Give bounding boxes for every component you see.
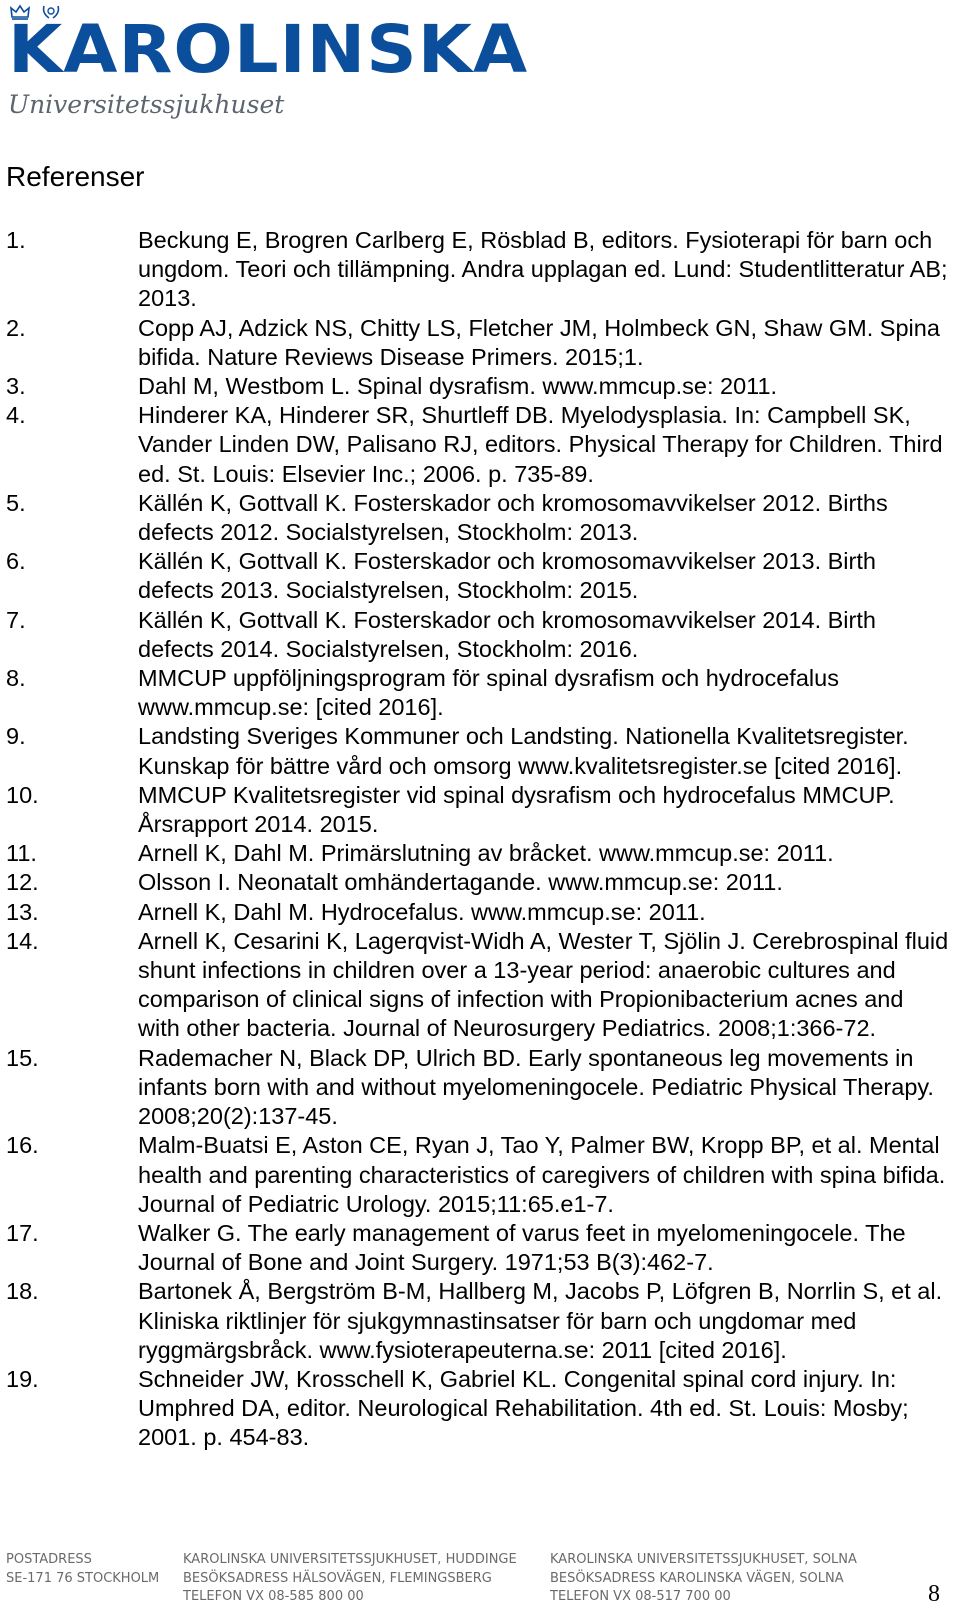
reference-text: Arnell K, Dahl M. Hydrocefalus. www.mmcup.se: 2011. <box>138 898 706 925</box>
reference-text: Bartonek Å, Bergström B-M, Hallberg M, Jacobs P, Löfgren B, Norrlin S, et al. Kliniska riktlinjer för sjukgymnastinsatser för barn och ungdomar med ryggmärgsbråck. www.fysioterapeuterna.se: 2011 [cited 2016]. <box>138 1278 943 1363</box>
footer-text: TELEFON VX 08-585 800 00 <box>183 1589 364 1604</box>
reference-number: 13. <box>6 898 39 925</box>
reference-item <box>6 314 950 372</box>
reference-number: 3. <box>6 373 26 400</box>
reference-list <box>6 226 950 1453</box>
reference-number: 4. <box>6 402 26 429</box>
reference-item <box>6 1131 950 1219</box>
reference-number: 5. <box>6 489 26 516</box>
reference-text: Beckung E, Brogren Carlberg E, Rösblad B, editors. Fysioterapi för barn och ungdom. Teori och tillämpning. Andra upplagan ed. Lund: Studentlitteratur AB; 2013. <box>138 227 948 312</box>
reference-text: Copp AJ, Adzick NS, Chitty LS, Fletcher JM, Holmbeck GN, Shaw GM. Spina bifida. Nature Reviews Disease Primers. 2015;1. <box>138 314 940 370</box>
reference-text: MMCUP uppföljningsprogram för spinal dysrafism och hydrocefalus www.mmcup.se: [cited 2016]. <box>138 665 839 721</box>
reference-number: 1. <box>6 227 26 253</box>
reference-item <box>6 927 950 1044</box>
reference-item <box>6 664 950 722</box>
reference-text: Källén K, Gottvall K. Fosterskador och kromosomavvikelser 2013. Birth defects 2013. Socialstyrelsen, Stockholm: 2015. <box>138 548 876 604</box>
footer-postal-address <box>6 1551 159 1588</box>
reference-text: Landsting Sveriges Kommuner och Landsting. Nationella Kvalitetsregister. Kunskap för bättre vård och omsorg www.kvalitetsregister.se [cited 2016]. <box>138 723 909 779</box>
reference-number: 16. <box>6 1132 39 1159</box>
reference-item <box>6 1219 950 1277</box>
reference-item <box>6 1044 950 1132</box>
logo-wordmark: KAROLINSKA <box>8 11 529 88</box>
reference-text: Dahl M, Westbom L. Spinal dysrafism. www.mmcup.se: 2011. <box>138 373 778 400</box>
reference-item <box>6 839 950 868</box>
footer-text: TELEFON VX 08-517 700 00 <box>550 1589 731 1604</box>
page-footer <box>6 1551 946 1607</box>
reference-text: MMCUP Kvalitetsregister vid spinal dysrafism och hydrocefalus MMCUP. Årsrapport 2014. 2015. <box>138 781 895 838</box>
reference-item <box>6 898 950 927</box>
footer-text: SE-171 76 STOCKHOLM <box>6 1570 160 1586</box>
logo-subtitle: Universitetssjukhuset <box>8 90 285 119</box>
reference-text: Källén K, Gottvall K. Fosterskador och kromosomavvikelser 2014. Birth defects 2014. Socialstyrelsen, Stockholm: 2016. <box>138 606 876 662</box>
reference-text: Arnell K, Cesarini K, Lagerqvist-Widh A, Wester T, Sjölin J. Cerebrospinal fluid shunt infections in children over a 13-year period: anaerobic cultures and comparison of clinical signs of infection with Propionibacterium acnes and with other bacteria. Journal of Neurosurgery Pediatrics. 2008;1:366-72. <box>138 927 949 1042</box>
reference-item <box>6 226 950 314</box>
reference-number: 2. <box>6 314 26 341</box>
reference-number: 17. <box>6 1219 39 1246</box>
footer-text: BESÖKSADRESS KAROLINSKA VÄGEN, SOLNA <box>550 1570 844 1586</box>
reference-item <box>6 868 950 897</box>
reference-text: Rademacher N, Black DP, Ulrich BD. Early spontaneous leg movements in infants born with and without myelomeningocele. Pediatric Physical Therapy. 2008;20(2):137-45. <box>138 1044 934 1130</box>
reference-number: 15. <box>6 1044 39 1071</box>
footer-text: POSTADRESS <box>6 1552 92 1567</box>
reference-number: 10. <box>6 781 39 808</box>
reference-text: Hinderer KA, Hinderer SR, Shurtleff DB. Myelodysplasia. In: Campbell SK, Vander Linden DW, Palisano RJ, editors. Physical Therapy for Children. Third ed. St. Louis: Elsevier Inc.; 2006. p. 735-89. <box>138 402 943 487</box>
reference-text: Olsson I. Neonatalt omhändertagande. www.mmcup.se: 2011. <box>138 869 783 896</box>
reference-number: 18. <box>6 1278 39 1305</box>
reference-item <box>6 781 950 839</box>
reference-number: 9. <box>6 723 26 750</box>
reference-item <box>6 489 950 547</box>
reference-item <box>6 606 950 664</box>
karolinska-logo <box>6 4 529 120</box>
reference-item <box>6 401 950 489</box>
reference-item <box>6 372 950 401</box>
reference-number: 12. <box>6 869 39 896</box>
reference-text: Malm-Buatsi E, Aston CE, Ryan J, Tao Y, Palmer BW, Kropp BP, et al. Mental health and parenting characteristics of caregivers of children with spina bifida. Journal of Pediatric Urology. 2015;11:65.e1-7. <box>138 1132 946 1217</box>
reference-number: 7. <box>6 606 26 633</box>
page-title: Referenser <box>6 161 145 192</box>
reference-text: Arnell K, Dahl M. Primärslutning av bråcket. www.mmcup.se: 2011. <box>138 840 834 867</box>
reference-number: 8. <box>6 665 26 692</box>
footer-solna-address <box>550 1551 857 1607</box>
reference-text: Schneider JW, Krosschell K, Gabriel KL. Congenital spinal cord injury. In: Umphred DA, editor. Neurological Rehabilitation. 4th ed. St. Louis: Mosby; 2001. p. 454-83. <box>138 1365 909 1451</box>
reference-item <box>6 1365 950 1453</box>
footer-text: BESÖKSADRESS HÄLSOVÄGEN, FLEMINGSBERG <box>183 1570 492 1586</box>
reference-number: 14. <box>6 927 39 954</box>
reference-number: 6. <box>6 548 26 575</box>
reference-number: 19. <box>6 1365 39 1392</box>
reference-text: Källén K, Gottvall K. Fosterskador och kromosomavvikelser 2012. Births defects 2012. Socialstyrelsen, Stockholm: 2013. <box>138 489 888 546</box>
footer-huddinge-address <box>183 1551 517 1607</box>
footer-text: KAROLINSKA UNIVERSITETSSJUKHUSET, HUDDINGE <box>183 1552 517 1567</box>
reference-item <box>6 1277 950 1365</box>
reference-text: Walker G. The early management of varus feet in myelomeningocele. The Journal of Bone and Joint Surgery. 1971;53 B(3):462-7. <box>138 1219 906 1276</box>
page-number: 8 <box>928 1581 940 1607</box>
reference-item <box>6 722 950 780</box>
reference-number: 11. <box>6 840 37 867</box>
reference-item <box>6 547 950 605</box>
footer-text: KAROLINSKA UNIVERSITETSSJUKHUSET, SOLNA <box>550 1552 857 1567</box>
